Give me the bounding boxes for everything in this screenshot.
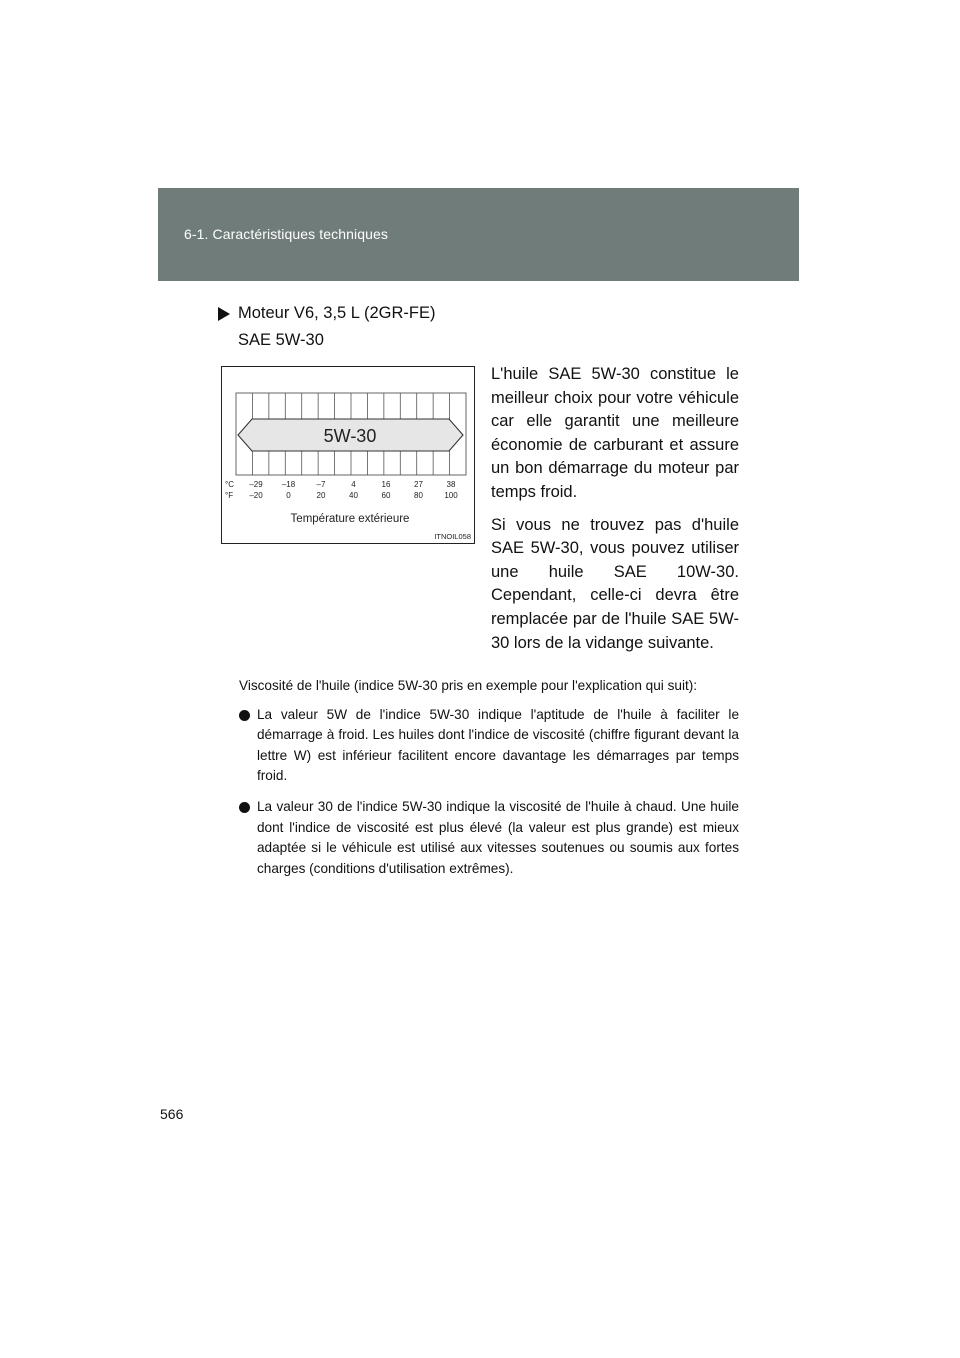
fahrenheit-tick-label: 40 [349, 491, 358, 500]
bullet-icon [239, 710, 250, 721]
bullet-icon [239, 802, 250, 813]
viscosity-diagram [222, 367, 476, 545]
tick-labels [249, 480, 458, 500]
engine-heading-label: Moteur V6, 3,5 L (2GR-FE) [238, 304, 436, 322]
fahrenheit-tick-label: 100 [444, 491, 458, 500]
celsius-tick-label: –18 [281, 480, 296, 489]
celsius-tick-label: 27 [414, 480, 423, 489]
fahrenheit-tick-label: 20 [316, 491, 326, 500]
celsius-tick-label: 38 [446, 480, 456, 489]
list-item-text: La valeur 30 de l'indice 5W-30 indique la viscosité de l'huile à chaud. Une huile dont l'indice de viscosité est plus élevé (la valeur est plus grande) est mieux adaptée si le véhicule est utilisé aux vitesses soutenues ou soumis aux fortes charges (conditions d'utilisation extrêmes). [257, 798, 739, 876]
celsius-tick-label: –29 [249, 480, 263, 489]
header-band [158, 188, 799, 281]
notes-intro: Viscosité de l'huile (indice 5W-30 pris en exemple pour l'explication qui suit): [239, 678, 698, 693]
fahrenheit-unit: °F [225, 491, 234, 500]
list-item-text: La valeur 5W de l'indice 5W-30 indique l'aptitude de l'huile à faciliter le démarrage à froid. Les huiles dont l'indice de viscosité (chiffre figurant devant la lettre W) est inférieur facilitent encore davantage les démarrages par temps froid. [257, 706, 739, 784]
fahrenheit-tick-label: 60 [381, 491, 391, 500]
engine-heading [218, 304, 435, 323]
fahrenheit-tick-label: 0 [286, 491, 291, 500]
paragraph-alternative: Si vous ne trouvez pas d'huile SAE 5W-30, vous pouvez utiliser une huile SAE 10W-30. Cependant, celle-ci devra être remplacée par de l'huile SAE 5W-30 lors de la vidange suivante. [491, 515, 739, 652]
page-number: 566 [160, 1106, 184, 1122]
figure-code: ITNOIL058 [434, 532, 471, 541]
fahrenheit-tick-label: 80 [414, 491, 423, 500]
list-item [239, 705, 739, 787]
figure-caption: Température extérieure [290, 513, 410, 525]
viscosity-figure [221, 366, 475, 544]
viscosity-notes [239, 676, 739, 889]
fahrenheit-tick-label: –20 [249, 491, 263, 500]
celsius-unit: °C [225, 480, 234, 489]
oil-grade: SAE 5W-30 [238, 331, 324, 349]
section-title: 6-1. Caractéristiques techniques [184, 226, 388, 242]
triangle-right-icon [218, 307, 230, 321]
paragraph-recommendation: L'huile SAE 5W-30 constitue le meilleur choix pour votre véhicule car elle garantit une meilleure économie de carburant et assure un bon démarrage du moteur par temps froid. [491, 365, 739, 501]
grade-band-label: 5W-30 [323, 426, 377, 446]
celsius-tick-label: 16 [381, 480, 391, 489]
side-text [491, 363, 739, 664]
list-item [239, 797, 739, 879]
celsius-tick-label: 4 [351, 480, 356, 489]
celsius-tick-label: –7 [316, 480, 326, 489]
